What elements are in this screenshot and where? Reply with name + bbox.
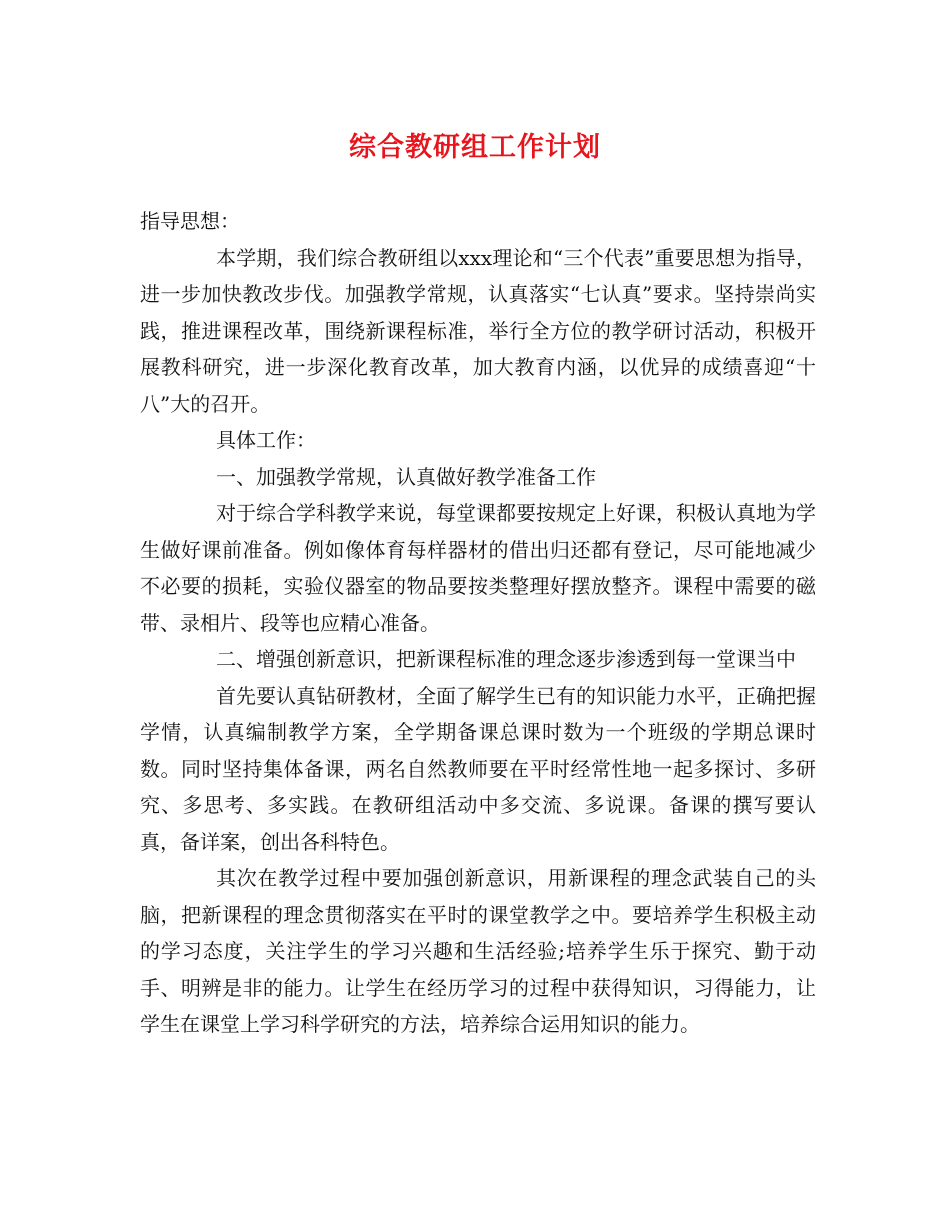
paragraph-specific-work-heading: 具体工作： <box>216 428 316 452</box>
section-heading-one: 一、加强教学常规，认真做好教学准备工作 <box>216 464 596 489</box>
paragraph-section-two-first: 首先要认真钻研教材，全面了解学生已有的知识能力水平，正确把握学情，认真编制教学方案，全学期备课总课时数为一个班级的学期总课时数。同时坚持集体备课，两名自然教师要在平时经常性地一起多探讨、多研究、多思考、多实践。在教研组活动中多交流、多说课。备课的撰写要认真，备详案，创出各科特色。 <box>140 683 816 854</box>
paragraph-section-two-second: 其次在教学过程中要加强创新意识，用新课程的理念武装自己的头脑，把新课程的理念贯彻落实在平时的课堂教学之中。要培养学生积极主动的学习态度，关注学生的学习兴趣和生活经验;培养学生乐于探究、勤于动手、明辨是非的能力。让学生在经历学习的过程中获得知识，习得能力，让学生在课堂上学习科学研究的方法，培养综合运用知识的能力。 <box>140 866 816 1036</box>
document-title: 综合教研组工作计划 <box>349 132 601 163</box>
paragraph-section-one: 对于综合学科教学来说，每堂课都要按规定上好课，积极认真地为学生做好课前准备。例如像体育每样器材的借出归还都有登记，尽可能地减少不必要的损耗，实验仪器室的物品要按类整理好摆放整齐。课程中需要的磁带、录相片、段等也应精心准备。 <box>140 501 816 635</box>
paragraph-guiding-thought: 本学期，我们综合教研组以xxx理论和“三个代表”重要思想为指导，进一步加快教改步伐。加强教学常规，认真落实“七认真”要求。坚持崇尚实践，推进课程改革，围绕新课程标准，举行全方位的教学研讨活动，积极开展教科研究，进一步深化教育改革，加大教育内涵，以优异的成绩喜迎“十八”大的召开。 <box>140 245 816 416</box>
paragraph-guiding-heading: 指导思想： <box>140 209 240 233</box>
document-body <box>140 203 816 1043</box>
section-heading-two: 二、增强创新意识，把新课程标准的理念逐步渗透到每一堂课当中 <box>216 647 796 671</box>
